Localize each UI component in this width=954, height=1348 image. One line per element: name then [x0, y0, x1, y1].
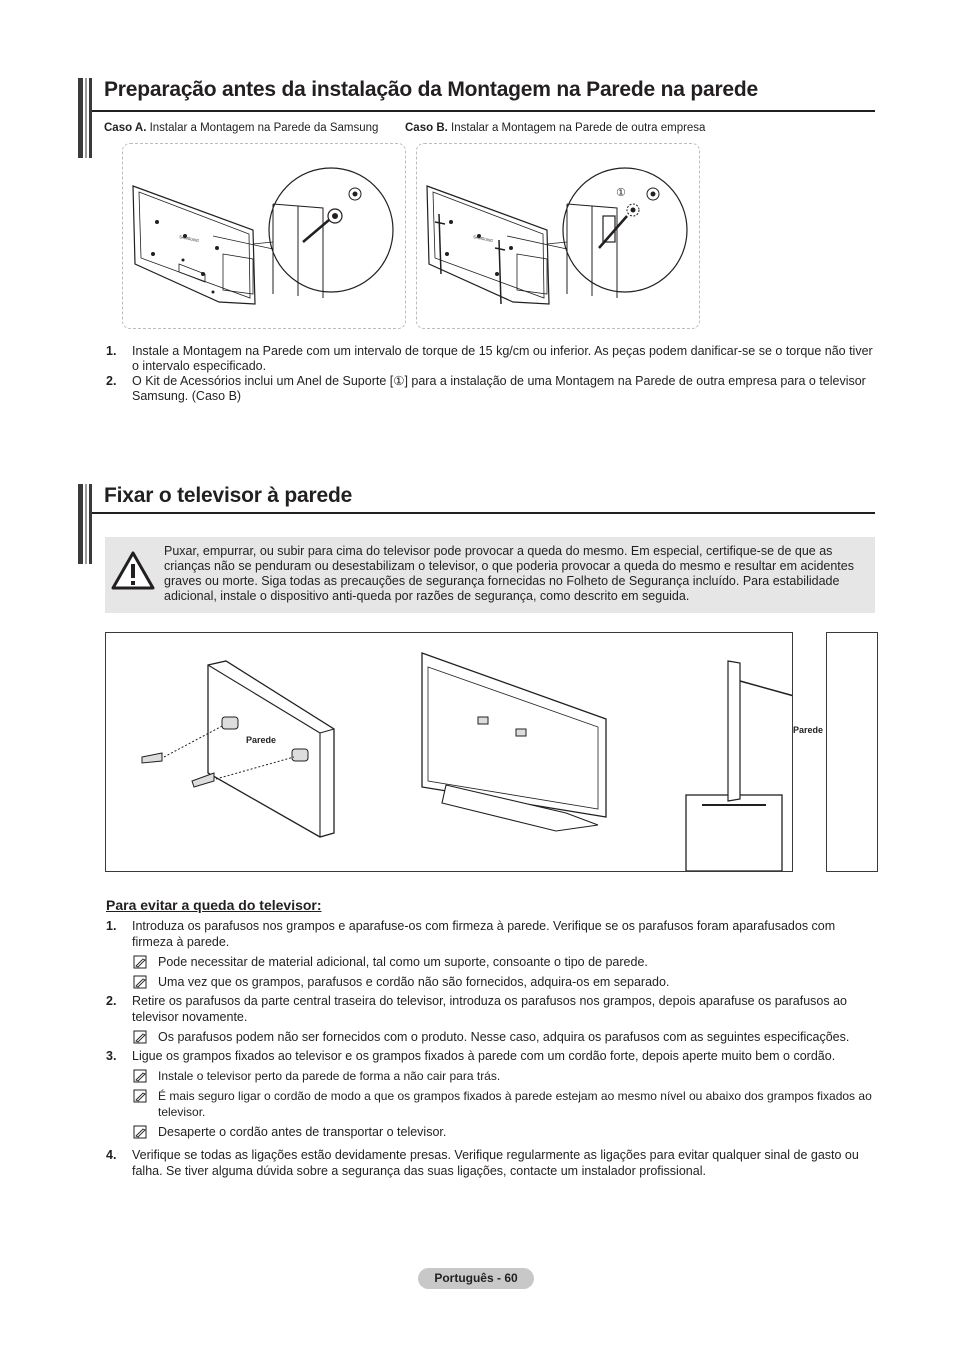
item-text: Retire os parafusos da parte central traseira do televisor, introduza os parafusos nos grampos, depois aparafuse os parafusos ao televisor novamente.: [132, 994, 847, 1024]
item-text: Introduza os parafusos nos grampos e aparafuse-os com firmeza à parede. Verifique se os parafusos foram aparafusados com firmeza à parede.: [132, 919, 836, 949]
item-number: 1.: [106, 919, 117, 933]
preparation-steps: [106, 344, 876, 404]
anti-fall-illustration: [105, 632, 793, 872]
note-text: Pode necessitar de material adicional, tal como um suporte, consoante o tipo de parede.: [158, 955, 648, 969]
note-item: [106, 1068, 876, 1084]
case-b-label: Caso B.: [405, 122, 448, 134]
item-text: Ligue os grampos fixados ao televisor e os grampos fixados à parede com um cordão forte, depois aperte muito bem o cordão.: [132, 1049, 836, 1063]
note-text: Desaperte o cordão antes de transportar o televisor.: [158, 1125, 447, 1139]
step-number: 2.: [106, 374, 117, 388]
list-item: [106, 374, 876, 404]
note-icon: [133, 1125, 147, 1139]
figure-case-b: [416, 143, 700, 329]
section-marker-bar: [89, 484, 92, 564]
note-icon: [133, 955, 147, 969]
wall-label: Parede: [246, 735, 277, 745]
instruction-list: [106, 918, 876, 1182]
note-text: É mais seguro ligar o cordão de modo a que os grampos fixados à parede estejam ao mesmo nível ou abaixo dos grampos fixados ao televisor.: [158, 1089, 872, 1119]
wall-side-panel: [793, 632, 878, 872]
case-b-text: Instalar a Montagem na Parede de outra empresa: [451, 122, 706, 134]
figure-case-a: [122, 143, 406, 329]
section-title: Fixar o televisor à parede: [104, 484, 353, 507]
note-icon: [133, 1030, 147, 1044]
note-icon: [133, 1089, 147, 1103]
note-text: Instale o televisor perto da parede de forma a não cair para trás.: [158, 1069, 501, 1083]
note-item: [106, 1029, 876, 1045]
support-ring-marker: ①: [616, 186, 626, 199]
note-icon: [133, 975, 147, 989]
list-item: [106, 993, 876, 1025]
section-marker-bar: [78, 78, 83, 158]
note-text: Os parafusos podem não ser fornecidos com o produto. Nesse caso, adquira os parafusos com as seguintes especificações.: [158, 1030, 850, 1044]
section-marker-bar: [78, 484, 83, 564]
wall-clamp-illustration: [106, 633, 792, 871]
section-marker-bar-shade: [85, 484, 87, 564]
note-item: [106, 954, 876, 970]
svg-text:SAMSUNG: SAMSUNG: [178, 234, 200, 244]
list-item: [106, 918, 876, 950]
item-number: 2.: [106, 994, 117, 1008]
note-icon: [133, 1069, 147, 1083]
item-text: Verifique se todas as ligações estão devidamente presas. Verifique regularmente as ligações para evitar qualquer sinal de gasto ou falha. Se tiver alguma dúvida sobre a segurança das suas ligações, contacte um instalador profissional.: [132, 1148, 859, 1178]
warning-triangle-icon: [111, 551, 155, 591]
section-title-rule: [92, 512, 875, 514]
svg-text:SAMSUNG: SAMSUNG: [472, 234, 494, 244]
section-title: Preparação antes da instalação da Montagem na Parede na parede: [104, 78, 759, 101]
case-b-caption: [405, 122, 705, 134]
note-item: [106, 1124, 876, 1140]
warning-text: Puxar, empurrar, ou subir para cima do televisor pode provocar a queda do mesmo. Em especial, certifique-se de que as crianças não se penduram ou desestabilizam o televisor, o que poderia provocar a queda do mesmo e resultar em acidentes graves ou morte. Siga todas as precauções de segurança fornecidas no Folheto de Segurança incluído. Para estabilidade adicional, instale o dispositivo anti-queda por razões de segurança, como descrito em seguida.: [164, 544, 854, 603]
list-item: [106, 1048, 876, 1064]
section-title-rule: [92, 110, 875, 112]
note-item: [106, 1088, 876, 1120]
step-text: Instale a Montagem na Parede com um intervalo de torque de 15 kg/cm ou inferior. As peças podem danificar-se se o torque não tiver o intervalo especificado.: [132, 344, 873, 373]
tv-back-mount-illustration: [123, 144, 405, 328]
case-a-label: Caso A.: [104, 122, 147, 134]
item-number: 3.: [106, 1049, 117, 1063]
case-a-caption: [104, 122, 378, 134]
note-text: Uma vez que os grampos, parafusos e cordão não são fornecidos, adquira-os em separado.: [158, 975, 670, 989]
step-number: 1.: [106, 344, 117, 358]
list-item: [106, 344, 876, 374]
note-item: [106, 974, 876, 990]
subheading: Para evitar a queda do televisor:: [106, 897, 322, 913]
wall-label: Parede: [793, 725, 824, 735]
section-marker-bar: [89, 78, 92, 158]
step-text: O Kit de Acessórios inclui um Anel de Suporte [①] para a instalação de uma Montagem na Parede de outra empresa para o televisor Samsung. (Caso B): [132, 374, 866, 403]
page-number-badge: Português - 60: [418, 1268, 534, 1289]
case-a-text: Instalar a Montagem na Parede da Samsung: [149, 122, 379, 134]
tv-back-mount-illustration: [417, 144, 699, 328]
item-number: 4.: [106, 1148, 117, 1162]
warning-box: [105, 537, 875, 613]
section-marker-bar-shade: [85, 78, 87, 158]
list-item: [106, 1147, 876, 1179]
